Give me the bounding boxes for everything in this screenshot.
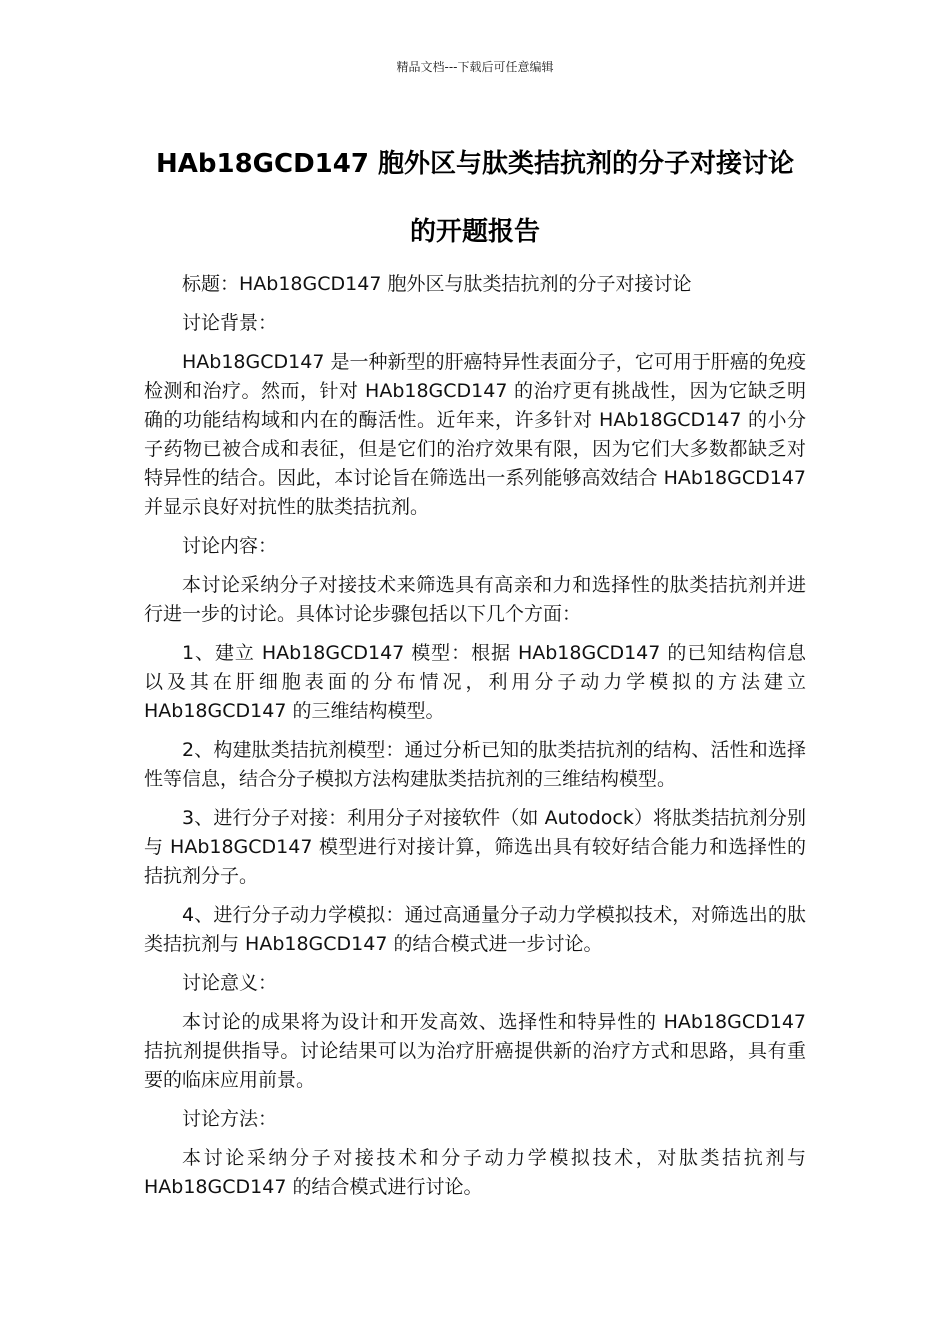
section-heading-method: 讨论方法： <box>182 1108 278 1130</box>
section-heading-significance: 讨论意义： <box>182 972 278 994</box>
subject-line: 标题：HAb18GCD147 胞外区与肽类拮抗剂的分子对接讨论 <box>182 273 692 295</box>
document-title: HAb18GCD147 胞外区与肽类拮抗剂的分子对接讨论的开题报告 <box>155 149 794 247</box>
significance-paragraph: 本讨论的成果将为设计和开发高效、选择性和特异性的 HAb18GCD147 拮抗剂提供指导。讨论结果可以为治疗肝癌提供新的治疗方式和思路，具有重要的临床应用前景。 <box>144 1011 806 1091</box>
header-note: 精品文档---下载后可任意编辑 <box>396 60 554 74</box>
step-1-paragraph: 1、建立 HAb18GCD147 模型：根据 HAb18GCD147 的已知结构信息以及其在肝细胞表面的分布情况，利用分子动力学模拟的方法建立 HAb18GCD147 的三维结构模型。 <box>144 642 806 722</box>
document-body <box>144 270 806 1212</box>
content-intro-paragraph: 本讨论采纳分子对接技术来筛选具有高亲和力和选择性的肽类拮抗剂并进行进一步的讨论。具体讨论步骤包括以下几个方面： <box>144 574 806 625</box>
step-3-paragraph: 3、进行分子对接：利用分子对接软件（如 Autodock）将肽类拮抗剂分别与 HAb18GCD147 模型进行对接计算，筛选出具有较好结合能力和选择性的拮抗剂分子。 <box>144 807 806 887</box>
method-paragraph: 本讨论采纳分子对接技术和分子动力学模拟技术，对肽类拮抗剂与 HAb18GCD147 的结合模式进行讨论。 <box>144 1147 806 1198</box>
section-heading-content: 讨论内容： <box>182 535 278 557</box>
step-2-paragraph: 2、构建肽类拮抗剂模型：通过分析已知的肽类拮抗剂的结构、活性和选择性等信息，结合分子模拟方法构建肽类拮抗剂的三维结构模型。 <box>144 739 806 790</box>
section-heading-background: 讨论背景： <box>182 312 278 334</box>
step-4-paragraph: 4、进行分子动力学模拟：通过高通量分子动力学模拟技术，对筛选出的肽类拮抗剂与 HAb18GCD147 的结合模式进一步讨论。 <box>144 904 806 955</box>
background-paragraph: HAb18GCD147 是一种新型的肝癌特异性表面分子，它可用于肝癌的免疫检测和治疗。然而，针对 HAb18GCD147 的治疗更有挑战性，因为它缺乏明确的功能结构域和内在的酶活性。近年来，许多针对 HAb18GCD147 的小分子药物已被合成和表征，但是它们的治疗效果有限，因为它们大多数都缺乏对特异性的结合。因此，本讨论旨在筛选出一系列能够高效结合 HAb18GCD147 并显示良好对抗性的肽类拮抗剂。 <box>144 351 806 518</box>
